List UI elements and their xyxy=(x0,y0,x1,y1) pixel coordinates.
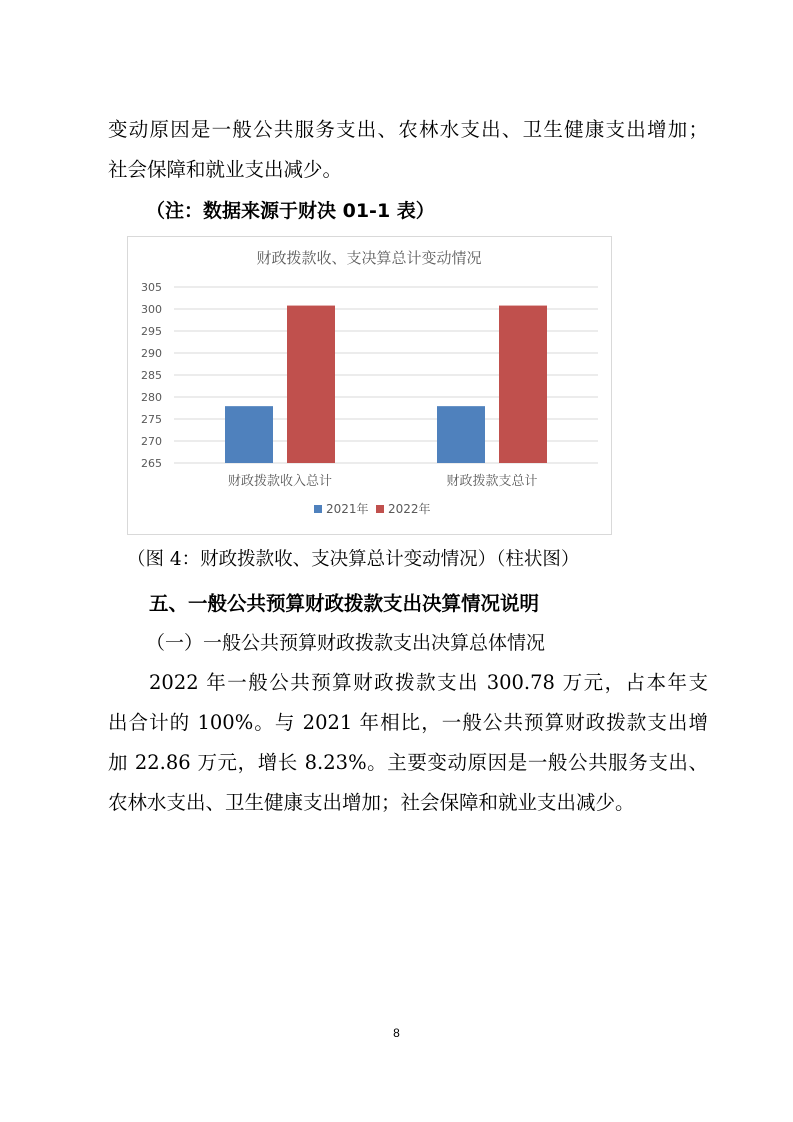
legend-swatch xyxy=(314,505,322,513)
bar-2022年 xyxy=(499,306,547,463)
y-tick-label: 275 xyxy=(141,413,162,426)
legend-label: 2022年 xyxy=(388,502,431,516)
bar-chart xyxy=(127,236,612,535)
legend-swatch xyxy=(376,505,384,513)
bar-2021年 xyxy=(225,406,273,463)
y-tick-label: 285 xyxy=(141,369,162,382)
chart-canvas xyxy=(128,237,611,534)
y-tick-label: 290 xyxy=(141,347,162,360)
y-tick-label: 295 xyxy=(141,325,162,338)
x-category-label: 财政拨款收入总计 xyxy=(227,474,333,489)
y-tick-label: 265 xyxy=(141,457,162,470)
x-category-label: 财政拨款支总计 xyxy=(446,474,538,489)
sub-heading: （一）一般公共预算财政拨款支出决算总体情况 xyxy=(146,632,546,654)
bar-2021年 xyxy=(437,406,485,463)
source-note: （注：数据来源于财决 01-1 表） xyxy=(146,200,435,222)
legend-label: 2021年 xyxy=(326,502,369,516)
section-heading: 五、一般公共预算财政拨款支出决算情况说明 xyxy=(149,592,540,615)
body-line: 加 22.86 万元，增长 8.23%。主要变动原因是一般公共服务支出、 xyxy=(108,751,708,774)
figure-caption: （图 4：财政拨款收、支决算总计变动情况）（柱状图） xyxy=(127,549,580,570)
body-line: 农林水支出、卫生健康支出增加；社会保障和就业支出减少。 xyxy=(108,791,635,814)
page-number: 8 xyxy=(393,1026,400,1040)
body-line: 出合计的 100%。与 2021 年相比，一般公共预算财政拨款支出增 xyxy=(108,711,708,734)
body-line: 2022 年一般公共预算财政拨款支出 300.78 万元，占本年支 xyxy=(149,671,708,694)
y-tick-label: 280 xyxy=(141,391,162,404)
chart-title: 财政拨款收、支决算总计变动情况 xyxy=(256,249,482,267)
paragraph-line: 变动原因是一般公共服务支出、农林水支出、卫生健康支出增加； xyxy=(108,118,708,141)
y-tick-label: 305 xyxy=(141,281,162,294)
bar-2022年 xyxy=(287,306,335,463)
y-tick-label: 300 xyxy=(141,303,162,316)
paragraph-line: 社会保障和就业支出减少。 xyxy=(108,158,343,181)
y-tick-label: 270 xyxy=(141,435,162,448)
